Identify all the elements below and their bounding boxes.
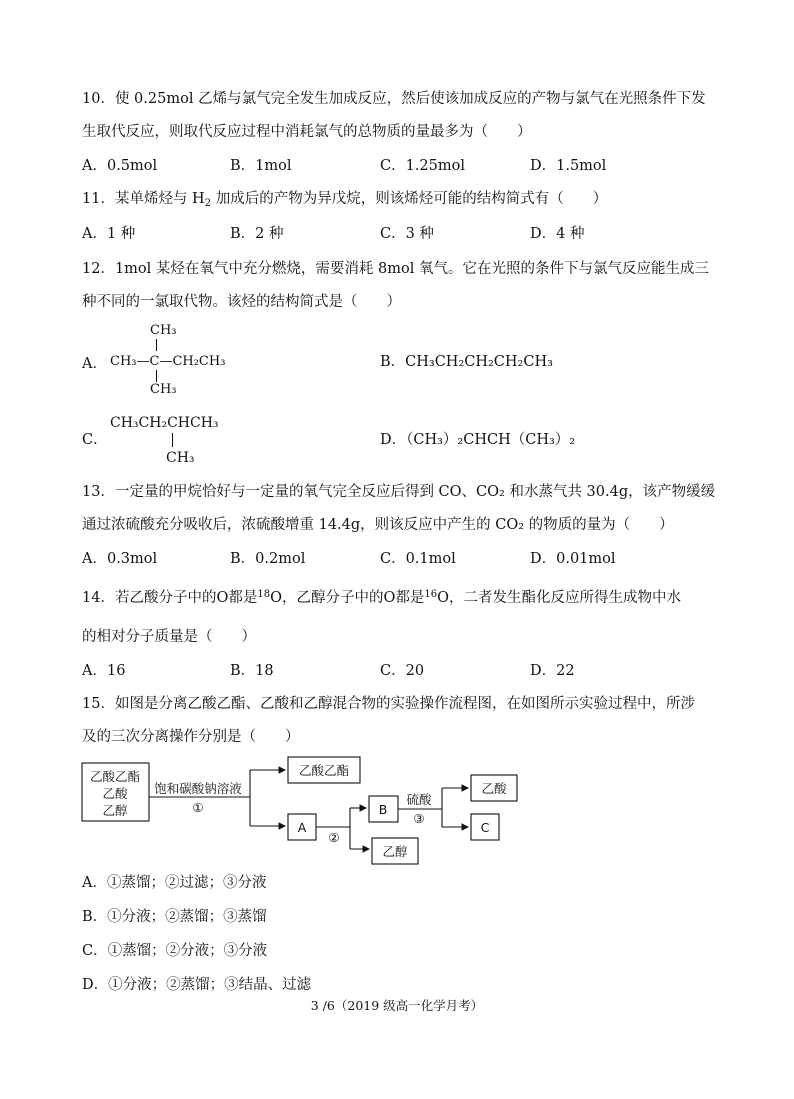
q14-stem-line1: 14．若乙酸分子中的O都是$^{18}$O，乙醇分子中的O都是$^{16}$O，二者发生酯化反应所得生成物中水 [82,589,681,606]
q14-stem-line2: 的相对分子质量是（ ） [82,629,256,645]
reagent-3-label: 硫酸 [406,792,432,807]
q13-option-d: D．0.01mol [530,551,616,567]
step-2-label: ② [328,830,340,845]
q10-option-c: C．1.25mol [380,158,465,174]
q13-option-c: C．0.1mol [380,551,456,567]
ethyl-acetate-label: 乙酸乙酯 [298,763,350,778]
step-3-label: ③ [413,811,425,826]
q12-stem-line1: 12．1mol 某烃在氧气中充分燃烧，需要消耗 8mol 氧气。它在光照的条件下与氯气反应能生成三 [82,261,709,277]
q15-option-d: D．①分液；②蒸馏；③结晶、过滤 [82,977,312,993]
q12-option-a-top-methyl: CH₃ [150,323,177,338]
q13-stem-line2: 通过浓硫酸充分吸收后，浓硫酸增重 14.4g，则该反应中产生的 CO₂ 的物质的量为（ ） [82,517,674,533]
box-b-label: B [378,802,388,817]
box-c-label: C [480,820,490,835]
q12-option-a-main-chain: CH₃—C—CH₂CH₃ [110,354,226,369]
q10-stem-line2: 生取代反应，则取代反应过程中消耗氯气的总物质的量最多为（ ） [82,124,532,140]
q13-option-a: A．0.3mol [82,551,158,567]
q15-option-c: C．①蒸馏；②分液；③分液 [82,943,268,959]
q13-stem-line1: 13．一定量的甲烷恰好与一定量的氧气完全反应后得到 CO、CO₂ 和水蒸气共 30.4g，该产物缓缓 [82,484,716,500]
mixture-label-1: 乙酸乙酯 [89,769,141,784]
q10-option-d: D．1.5mol [530,158,607,174]
q11-option-c: C．3 种 [380,226,434,242]
q11-option-b: B．2 种 [230,226,284,242]
q13-option-b: B．0.2mol [230,551,306,567]
q12-option-d: D．（CH₃）₂CHCH（CH₃）₂ [380,432,576,448]
q14-option-d: D．22 [530,663,575,679]
q12-option-c-branch-methyl: CH₃ [166,450,195,466]
q11-option-d: D．4 种 [530,226,585,242]
q11-stem: 11．某单烯烃与 $H_2$ 加成后的产物为异戊烷，则该烯烃可能的结构简式有（ ） [82,191,608,209]
q12-option-c-label: C． [82,432,108,448]
q12-option-b: B．CH₃CH₂CH₂CH₂CH₃ [380,354,553,370]
q15-stem-line1: 15．如图是分离乙酸乙酯、乙酸和乙醇混合物的实验操作流程图，在如图所示实验过程中，所涉 [82,696,695,712]
q10-option-a: A．0.5mol [82,158,158,174]
mixture-label-3: 乙醇 [102,803,128,818]
q10-stem-line1: 10．使 0.25mol 乙烯与氯气完全发生加成反应，然后使该加成反应的产物与氯气在光照条件下发 [82,91,706,107]
reagent-1-label: 饱和碳酸钠溶液 [154,781,242,796]
ethanol-label: 乙醇 [382,844,408,859]
q14-option-c: C．20 [380,663,425,679]
q12-option-c-main-chain: CH₃CH₂CHCH₃ [110,415,219,431]
q14-option-b: B．18 [230,663,274,679]
box-a-label: A [297,820,307,835]
q14-option-a: A．16 [82,663,126,679]
q15-stem-line2: 及的三次分离操作分别是（ ） [82,729,300,745]
step-1-label: ① [192,800,204,815]
q12-stem-line2: 种不同的一氯取代物。该烃的结构简式是（ ） [82,294,401,310]
q12-option-a-label: A． [82,356,107,372]
q11-option-a: A．1 种 [82,226,136,242]
mixture-label-2: 乙酸 [102,786,128,801]
page-footer: 3 /6（2019 级高一化学月考） [310,998,484,1013]
q12-option-a-bottom-methyl: CH₃ [150,382,177,397]
q15-option-b: B．①分液；②蒸馏；③蒸馏 [82,909,267,925]
acetic-acid-label: 乙酸 [481,781,507,796]
q10-option-b: B．1mol [230,158,292,174]
q15-option-a: A．①蒸馏；②过滤；③分液 [82,875,267,891]
